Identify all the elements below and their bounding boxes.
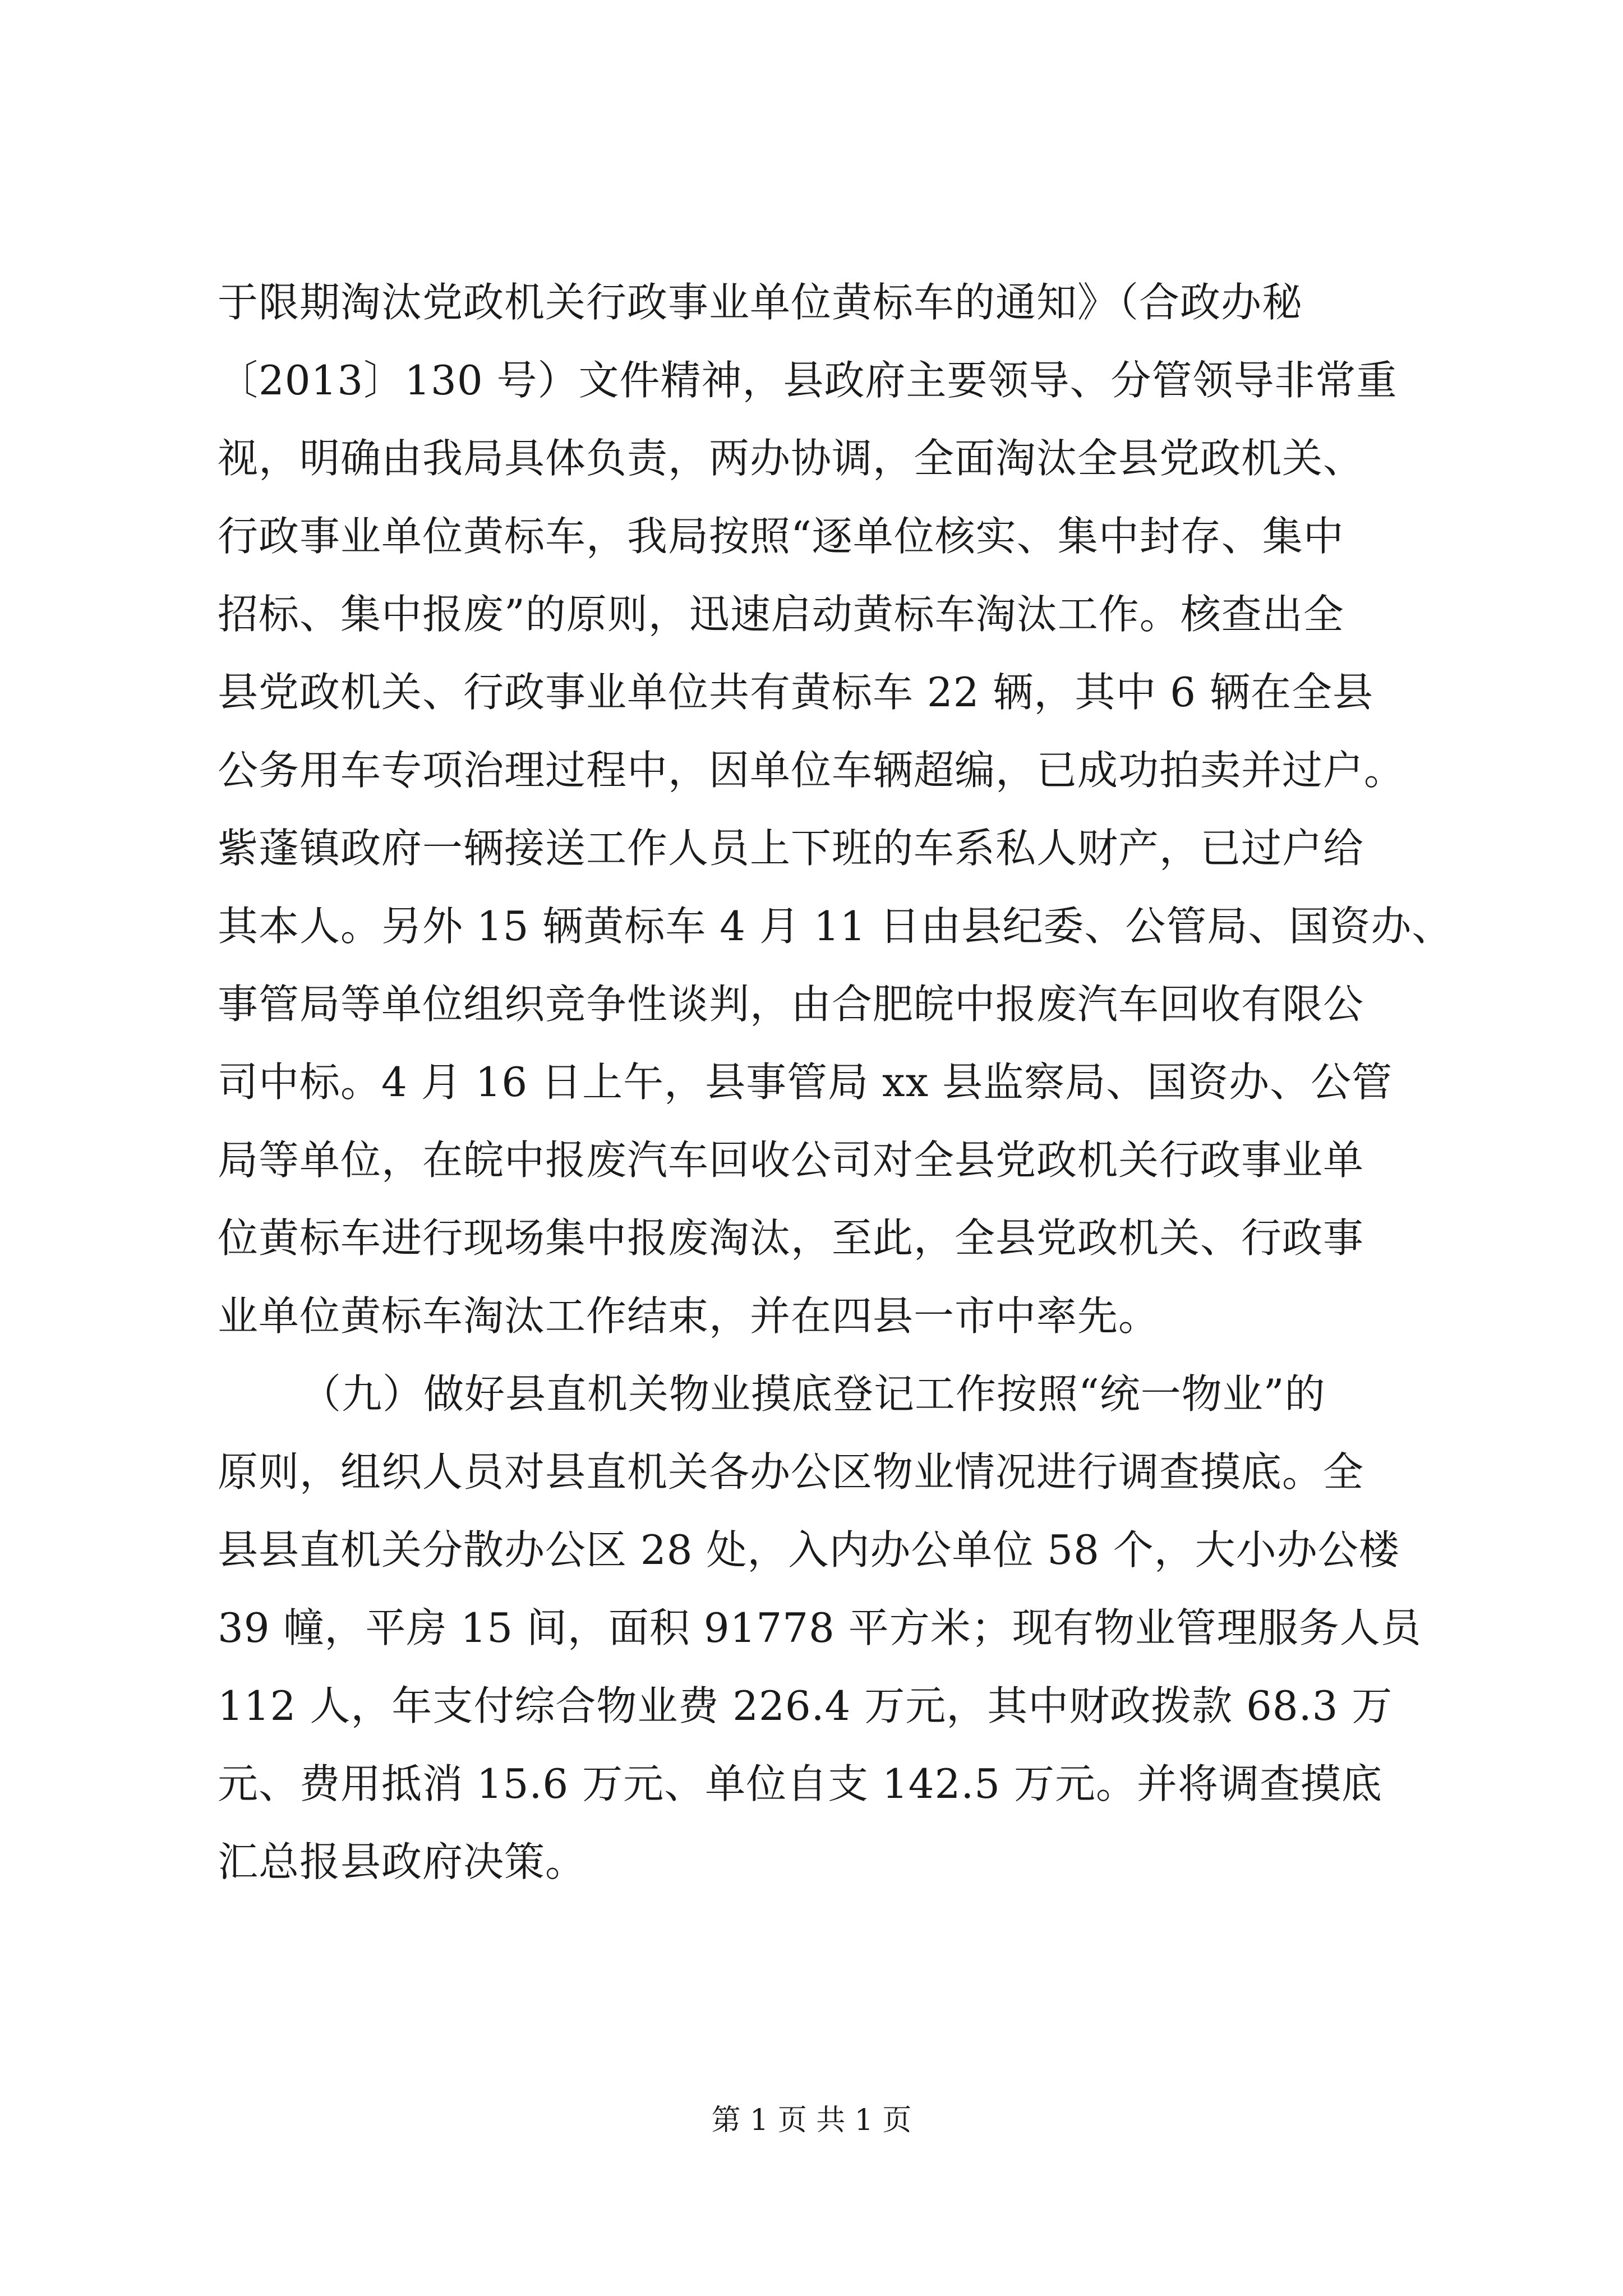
text-line: 行政事业单位黄标车，我局按照“逐单位核实、集中封存、集中 [218,513,1344,560]
text-line: 县县直机关分散办公区 28 处，入内办公单位 58 个，大小办公楼 [218,1526,1400,1573]
text-line: 位黄标车进行现场集中报废淘汰，至此，全县党政机关、行政事 [218,1214,1364,1262]
paragraph-2 [218,1355,1422,1901]
text-line: 视，明确由我局具体负责，两办协调，全面淘汰全县党政机关、 [218,435,1364,482]
text-line: （九）做好县直机关物业摸底登记工作按照“统一物业”的 [301,1370,1326,1418]
text-line: 公务用车专项治理过程中，因单位车辆超编，已成功拍卖并过户。 [218,747,1405,794]
text-line: 元、费用抵消 15.6 万元、单位自支 142.5 万元。并将调查摸底 [218,1760,1382,1807]
text-line: 事管局等单位组织竞争性谈判，由合肥皖中报废汽车回收有限公 [218,981,1364,1028]
text-line: 紫蓬镇政府一辆接送工作人员上下班的车系私人财产，已过户给 [218,825,1364,872]
text-line: 〔2013〕130 号）文件精神，县政府主要领导、分管领导非常重 [218,357,1398,404]
text-line: 县党政机关、行政事业单位共有黄标车 22 辆，其中 6 辆在全县 [218,669,1373,716]
text-line: 112 人，年支付综合物业费 226.4 万元，其中财政拨款 68.3 万 [218,1682,1393,1729]
text-line: 汇总报县政府决策。 [218,1838,587,1885]
text-line: 其本人。另外 15 辆黄标车 4 月 11 日由县纪委、公管局、国资办、 [218,903,1453,950]
document-body [218,264,1453,1901]
page-footer: 第 1 页 共 1 页 [711,2104,912,2137]
paragraph-1 [218,264,1453,1355]
text-line: 39 幢，平房 15 间，面积 91778 平方米；现有物业管理服务人员 [218,1604,1422,1651]
text-line: 局等单位，在皖中报废汽车回收公司对全县党政机关行政事业单 [218,1137,1364,1184]
text-line: 原则，组织人员对县直机关各办公区物业情况进行调查摸底。全 [218,1448,1364,1496]
text-line: 业单位黄标车淘汰工作结束，并在四县一市中率先。 [218,1292,1160,1340]
text-line: 招标、集中报废”的原则，迅速启动黄标车淘汰工作。核查出全 [218,591,1344,638]
text-line: 于限期淘汰党政机关行政事业单位黄标车的通知》（合政办秘 [218,279,1303,326]
text-line: 司中标。4 月 16 日上午，县事管局 xx 县监察局、国资办、公管 [218,1059,1393,1106]
